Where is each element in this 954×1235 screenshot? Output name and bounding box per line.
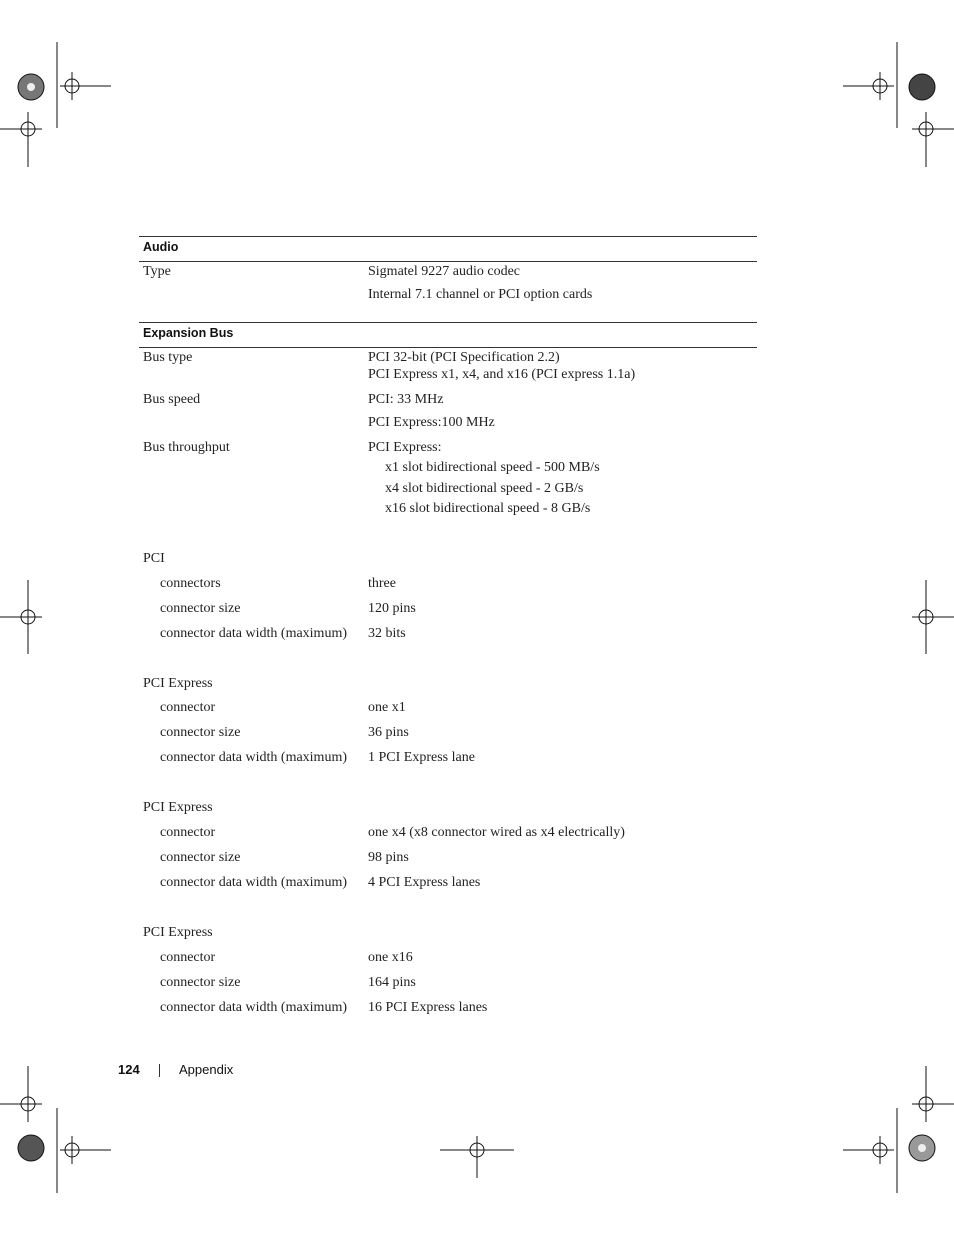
bus-speed-value: PCI: 33 MHz	[368, 392, 444, 407]
row-label: connectors	[160, 576, 221, 591]
table-rule	[139, 261, 757, 262]
row-value: 1 PCI Express lane	[368, 750, 475, 765]
row-value: 4 PCI Express lanes	[368, 875, 481, 890]
color-target-mark	[918, 1144, 926, 1152]
group-title: PCI Express	[143, 925, 213, 940]
bus-speed-value: PCI Express:100 MHz	[368, 415, 495, 430]
section-header-audio: Audio	[143, 240, 179, 254]
row-value: 164 pins	[368, 975, 416, 990]
row-label: connector	[160, 700, 216, 715]
group-title: PCI Express	[143, 800, 213, 815]
throughput-line: x16 slot bidirectional speed - 8 GB/s	[385, 501, 591, 516]
row-label: connector data width (maximum)	[160, 1000, 347, 1015]
row-value: 16 PCI Express lanes	[368, 1000, 488, 1015]
row-label: connector size	[160, 850, 241, 865]
table-rule	[139, 236, 757, 237]
row-label: connector size	[160, 601, 241, 616]
bus-throughput-value: PCI Express:	[368, 440, 442, 455]
row-label: connector data width (maximum)	[160, 626, 347, 641]
table-rule	[139, 347, 757, 348]
throughput-line: x1 slot bidirectional speed - 500 MB/s	[385, 460, 600, 475]
type-value: Sigmatel 9227 audio codec	[368, 264, 521, 279]
group-title: PCI Express	[143, 676, 213, 691]
color-target-mark	[18, 1135, 44, 1161]
row-value: 32 bits	[368, 626, 406, 641]
row-value: 98 pins	[368, 850, 409, 865]
bus-throughput-label: Bus throughput	[143, 440, 230, 455]
row-label: connector	[160, 950, 216, 965]
type-value: Internal 7.1 channel or PCI option cards	[368, 287, 593, 302]
throughput-line: x4 slot bidirectional speed - 2 GB/s	[385, 481, 584, 496]
bus-speed-label: Bus speed	[143, 392, 201, 407]
row-value: one x1	[368, 700, 406, 715]
row-value: one x16	[368, 950, 413, 965]
bus-type-label: Bus type	[143, 350, 193, 365]
row-value: three	[368, 576, 396, 591]
section-header-expansion-bus: Expansion Bus	[143, 326, 234, 340]
row-value: 36 pins	[368, 725, 409, 740]
row-value: one x4 (x8 connector wired as x4 electrically)	[368, 825, 625, 840]
page-number: 124	[118, 1062, 140, 1077]
row-label: connector data width (maximum)	[160, 875, 347, 890]
footer-divider	[159, 1064, 160, 1077]
row-label: connector size	[160, 975, 241, 990]
bus-type-value: PCI 32-bit (PCI Specification 2.2)	[368, 350, 560, 365]
color-target-mark	[909, 74, 935, 100]
row-label: connector data width (maximum)	[160, 750, 347, 765]
row-label: connector	[160, 825, 216, 840]
color-target-mark	[27, 83, 35, 91]
group-title: PCI	[143, 551, 165, 566]
footer-section-title: Appendix	[179, 1062, 234, 1077]
row-value: 120 pins	[368, 601, 416, 616]
type-label: Type	[143, 264, 171, 279]
table-rule	[139, 322, 757, 323]
row-label: connector size	[160, 725, 241, 740]
bus-type-value: PCI Express x1, x4, and x16 (PCI express 1.1a)	[368, 367, 636, 382]
